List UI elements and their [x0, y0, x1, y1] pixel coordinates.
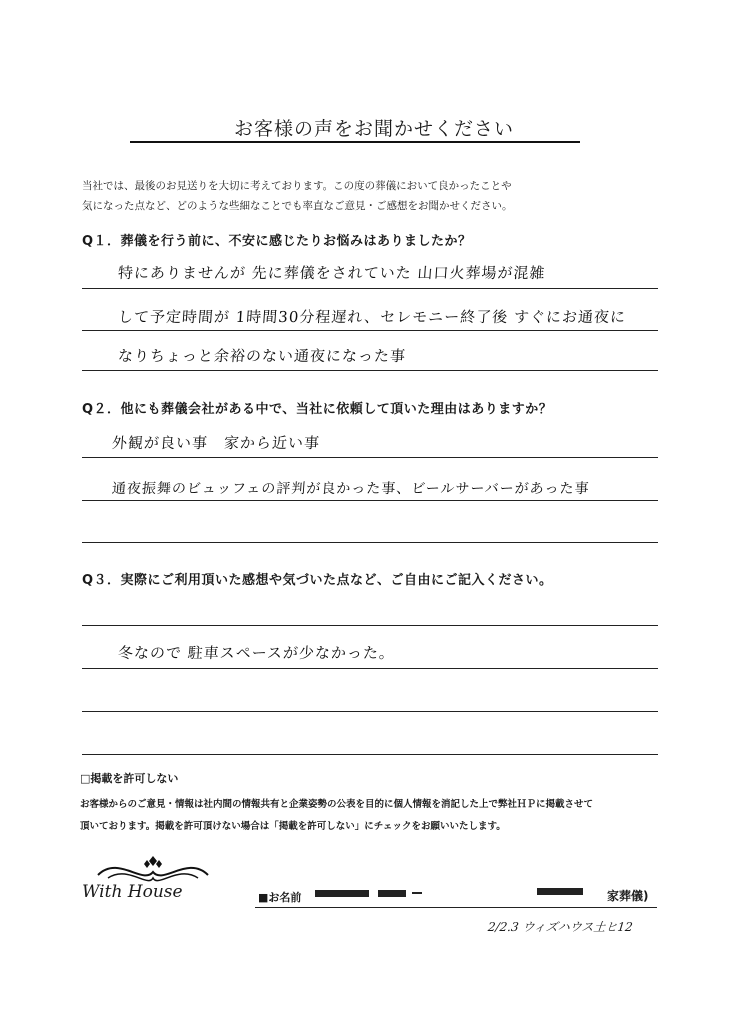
- page-title: お客様の声をお聞かせください: [233, 118, 514, 140]
- q3-rule-4: [82, 754, 658, 755]
- q2-answer-line-1: 外観が良い事 家から近い事: [111, 434, 321, 452]
- q2-rule-2: [82, 500, 658, 501]
- q1-rule-3: [82, 370, 658, 371]
- q3-rule-3: [82, 711, 658, 712]
- q2-rule-3: [82, 542, 658, 543]
- q3-rule-1: [82, 625, 658, 626]
- question-1: Q１．葬儀を行う前に、不安に感じたりお悩みはありましたか？: [82, 234, 472, 249]
- consent-text: [80, 794, 680, 838]
- q1-answer-line-2: して予定時間が 1時間30分程遅れ、セレモニー終了後 すぐにお通夜に: [117, 308, 627, 326]
- consent-line-2: 頂いております。掲載を許可頂けない場合は「掲載を許可しない」にチェックをお願いいたします。: [80, 821, 506, 832]
- title-underline: [130, 141, 580, 143]
- question-2: Q２．他にも葬儀会社がある中で、当社に依頼して頂いた理由はありますか？: [82, 402, 553, 417]
- q1-answer-line-1: 特にありませんが 先に葬儀をされていた 山口火葬場が混雑: [117, 264, 547, 282]
- logo-wordmark: With House: [82, 882, 183, 902]
- redacted-name-2: [378, 890, 406, 897]
- family-funeral-suffix: 家葬儀): [607, 889, 649, 903]
- intro-line-1: 当社では、最後のお見送りを大切に考えております。この度の葬儀において良かったことや: [82, 180, 512, 192]
- q2-rule-1: [82, 457, 658, 458]
- q1-rule-2: [82, 330, 658, 331]
- q1-answer-line-3: なりちょっと余裕のない通夜になった事: [117, 347, 407, 365]
- intro-text: [82, 176, 682, 216]
- intro-line-2: 気になった点など、どのような些細なことでも率直なご意見・ご感想をお聞かせください。: [82, 200, 513, 212]
- q3-rule-2: [82, 668, 658, 669]
- q2-answer-line-2: 通夜振舞のビュッフェの評判が良かった事、ビールサーバーがあった事: [111, 481, 591, 497]
- question-3: Q３．実際にご利用頂いた感想や気づいた点など、ご自由にご記入ください。: [82, 573, 553, 588]
- name-label: ■お名前: [258, 891, 302, 904]
- q3-answer-line-1: 冬なので 駐車スペースが少なかった。: [117, 644, 396, 662]
- name-underline: [255, 907, 657, 908]
- name-dash: [412, 892, 422, 894]
- do-not-publish-checkbox[interactable]: □掲載を許可しない: [80, 772, 179, 785]
- consent-line-1: お客様からのご意見・情報は社内間の情報共有と企業姿勢の公表を目的に個人情報を消記した上で弊社ＨＰに掲載させて: [80, 799, 594, 810]
- redacted-name-1: [315, 890, 369, 897]
- q1-rule-1: [82, 288, 658, 289]
- date-code: 2/2.3 ウィズハウス土ヒ12: [487, 920, 634, 934]
- redacted-family-name: [537, 888, 583, 895]
